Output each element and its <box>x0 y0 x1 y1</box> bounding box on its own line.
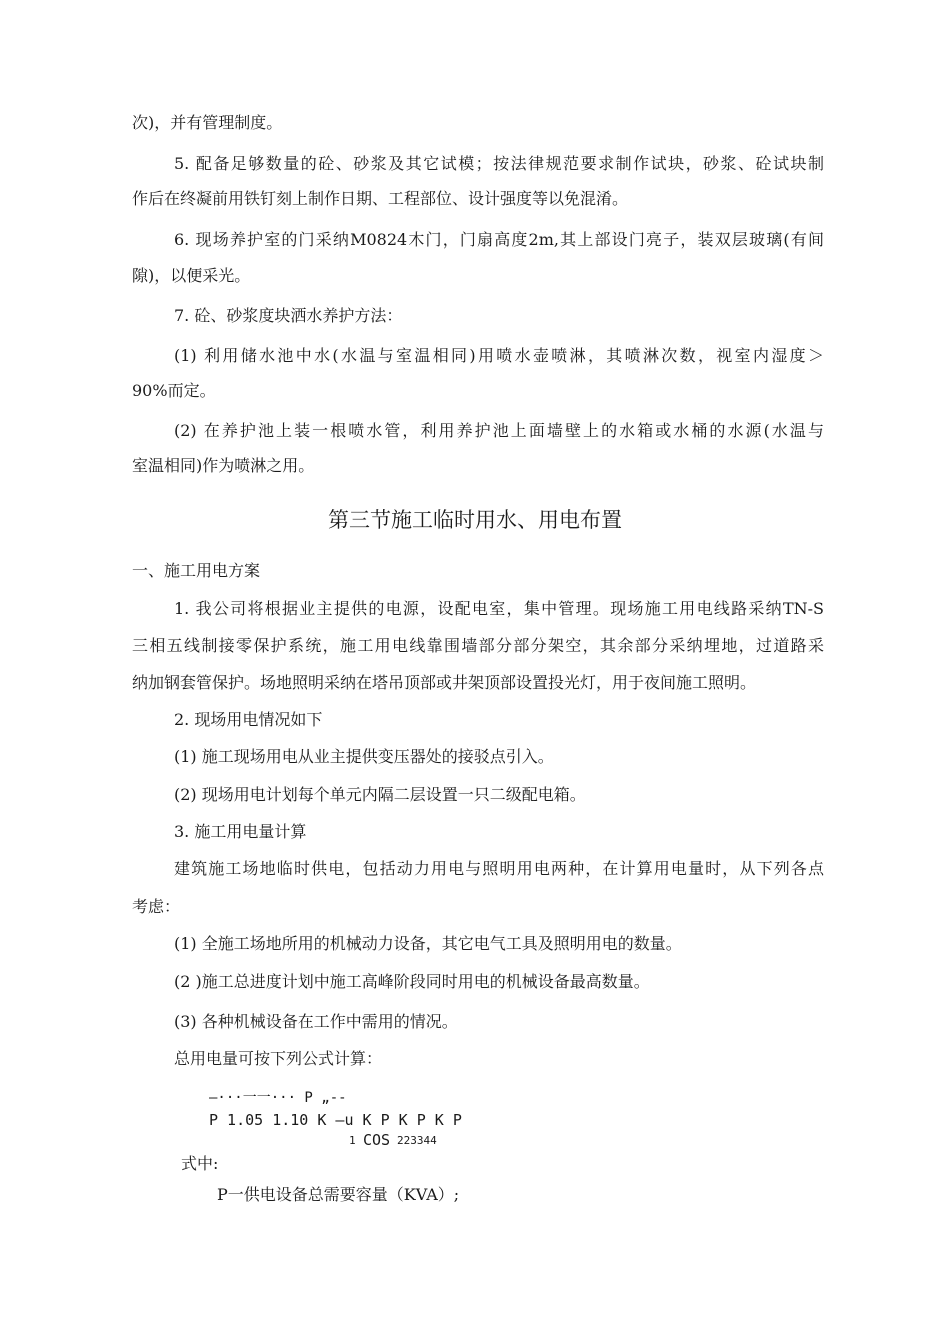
paragraph-line: P一供电设备总需要容量（KVA）; <box>217 1185 460 1204</box>
paragraph-line: (1) 全施工场地所用的机械动力设备，其它电气工具及照明用电的数量。 <box>174 934 682 953</box>
formula-subscript-1: 1 <box>349 1134 356 1147</box>
paragraph-line: 90%而定。 <box>132 381 216 400</box>
formula-cos: COS <box>363 1131 391 1149</box>
paragraph-line: 纳加钢套管保护。场地照明采纳在塔吊顶部或井架顶部设置投光灯，用于夜间施工照明。 <box>132 673 757 692</box>
paragraph-line: 3. 施工用电量计算 <box>174 822 307 841</box>
heading-line: 一、施工用电方案 <box>132 561 261 580</box>
paragraph-line: 室温相同)作为喷淋之用。 <box>132 456 315 475</box>
paragraph-line: (1) 施工现场用电从业主提供变压器处的接驳点引入。 <box>174 747 554 766</box>
paragraph-line: (1) 利用储水池中水(水温与室温相同)用喷水壶喷淋，其喷淋次数，视室内湿度＞ <box>174 346 824 365</box>
paragraph-line: 2. 现场用电情况如下 <box>174 710 323 729</box>
paragraph-line: (3) 各种机械设备在工作中需用的情况。 <box>174 1012 458 1031</box>
paragraph-line: 作后在终凝前用铁钉刻上制作日期、工程部位、设计强度等以免混淆。 <box>132 189 629 208</box>
paragraph-line: (2) 在养护池上装一根喷水管，利用养护池上面墙壁上的水箱或水桶的水源(水温与 <box>174 421 824 440</box>
paragraph-line: (2) 现场用电计划每个单元内隔二层设置一只二级配电箱。 <box>174 785 586 804</box>
paragraph-line: 总用电量可按下列公式计算： <box>174 1049 383 1068</box>
paragraph-line: 次)，并有管理制度。 <box>132 113 283 132</box>
paragraph-line: 1. 我公司将根据业主提供的电源，设配电室，集中管理。现场施工用电线路采纳TN-S <box>174 599 824 618</box>
paragraph-line: 式中: <box>181 1154 219 1173</box>
paragraph-line: 考虑： <box>132 897 181 916</box>
paragraph-line: 建筑施工场地临时供电，包括动力用电与照明用电两种，在计算用电量时，从下列各点 <box>174 859 824 878</box>
paragraph-line: (2 )施工总进度计划中施工高峰阶段同时用电的机械设备最高数量。 <box>174 972 650 991</box>
formula-subscripts: 223344 <box>397 1134 437 1147</box>
formula-line-top: –···一一··· P „-- <box>209 1090 347 1106</box>
formula-line-main: P 1.05 1.10 K —u K P K P K P <box>209 1111 462 1129</box>
paragraph-line: 三相五线制接零保护系统，施工用电线靠围墙部分部分架空，其余部分采纳埋地，过道路采 <box>132 636 824 655</box>
paragraph-line: 6. 现场养护室的门采纳M0824木门，门扇高度2m,其上部设门亮子，装双层玻璃(有间 <box>174 230 824 249</box>
section-title: 第三节施工临时用水、用电布置 <box>328 508 622 532</box>
paragraph-line: 隙)，以便采光。 <box>132 266 251 285</box>
paragraph-line: 7. 砼、砂浆度块洒水养护方法： <box>174 306 403 325</box>
paragraph-line: 5. 配备足够数量的砼、砂浆及其它试模；按法律规范要求制作试块，砂浆、砼试块制 <box>174 154 824 173</box>
